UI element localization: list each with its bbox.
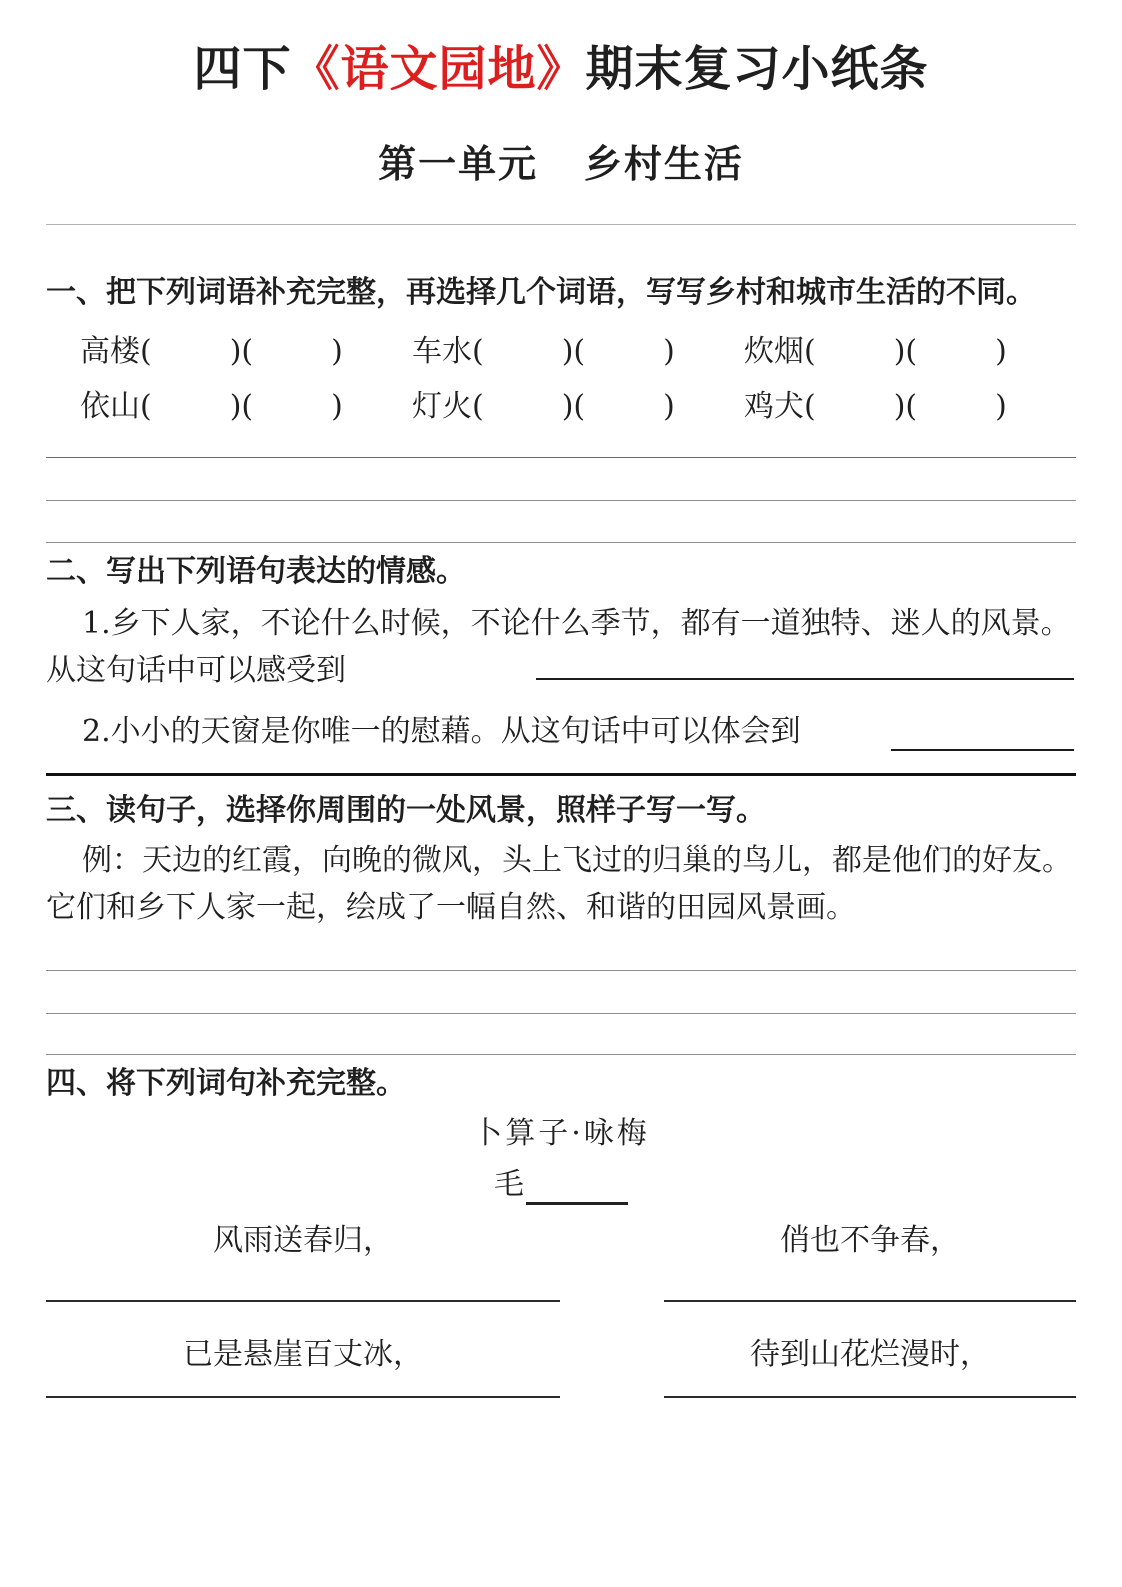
question-item-1	[46, 600, 1076, 694]
poem-line: 俏也不争春，	[780, 1223, 960, 1258]
word-stem: 车水	[412, 334, 472, 369]
question-2-text: 2.小小的天窗是你唯一的慰藉。从这句话中可以体会到	[82, 714, 801, 749]
paren-close: )	[331, 334, 343, 369]
poem-answer-line	[46, 1396, 560, 1398]
section3-heading: 三、读句子，选择你周围的一处风景，照样子写一写。	[46, 793, 766, 828]
word-stem: 高楼	[80, 334, 140, 369]
fill-blank	[585, 351, 663, 352]
paren-mid: )(	[893, 334, 918, 369]
word-fill-cell	[80, 379, 412, 434]
poem-author-prefix: 毛	[494, 1167, 524, 1202]
fill-blank	[253, 351, 331, 352]
question-1-text: 1.乡下人家，不论什么时候，不论什么季节，都有一道独特、迷人的风景。从这句话中可以感受到	[46, 606, 1071, 688]
paren-close: )	[995, 389, 1007, 424]
word-stem: 鸡犬	[744, 389, 804, 424]
paren-close: )	[995, 334, 1007, 369]
word-stem: 依山	[80, 389, 140, 424]
section1-heading: 一、把下列词语补充完整，再选择几个词语，写写乡村和城市生活的不同。	[46, 275, 1036, 310]
fill-blank	[484, 351, 562, 352]
author-blank-underline	[526, 1175, 628, 1205]
fill-blank	[152, 406, 230, 407]
section4-heading: 四、将下列词句补充完整。	[46, 1066, 406, 1101]
word-fill-cell	[80, 324, 412, 379]
fill-blank	[816, 406, 894, 407]
poem-line: 已是悬崖百丈冰，	[183, 1337, 423, 1372]
answer-blank-underline	[536, 678, 1074, 680]
title-suffix: 期末复习小纸条	[585, 41, 929, 97]
title-prefix: 四下	[193, 41, 292, 97]
paren-mid: )(	[229, 334, 254, 369]
poem-answer-line	[46, 1300, 560, 1302]
poem-line: 风雨送春归，	[213, 1223, 393, 1258]
poem-author-line	[46, 1165, 1076, 1205]
paren-open: (	[140, 334, 152, 369]
paren-open: (	[140, 389, 152, 424]
fill-blank	[585, 406, 663, 407]
poem-line: 待到山花烂漫时，	[750, 1337, 990, 1372]
word-fill-cell	[412, 324, 744, 379]
answer-line	[46, 1054, 1076, 1055]
fill-blank	[917, 406, 995, 407]
poem-column-left	[46, 1217, 560, 1398]
header-divider	[46, 224, 1076, 225]
fill-blank	[253, 406, 331, 407]
word-fill-row-1	[46, 324, 1076, 379]
fill-blank	[816, 351, 894, 352]
answer-line-bold	[46, 773, 1076, 776]
word-fill-cell	[412, 379, 744, 434]
paren-mid: )(	[561, 389, 586, 424]
answer-line	[46, 542, 1076, 543]
paren-mid: )(	[893, 389, 918, 424]
page-title	[46, 36, 1076, 102]
answer-line	[46, 1013, 1076, 1014]
paren-close: )	[331, 389, 343, 424]
answer-line	[46, 970, 1076, 971]
paren-open: (	[472, 334, 484, 369]
poem-answer-line	[664, 1300, 1076, 1302]
poem-fill-grid	[46, 1217, 1076, 1398]
section2-heading: 二、写出下列语句表达的情感。	[46, 554, 466, 589]
paren-close: )	[663, 334, 675, 369]
answer-line	[46, 500, 1076, 501]
word-fill-cell	[744, 379, 1076, 434]
poem-answer-line	[664, 1396, 1076, 1398]
word-stem: 灯火	[412, 389, 472, 424]
answer-line	[46, 457, 1076, 458]
paren-open: (	[472, 389, 484, 424]
answer-blank-underline	[891, 749, 1074, 751]
fill-blank	[917, 351, 995, 352]
paren-close: )	[663, 389, 675, 424]
example-paragraph: 例：天边的红霞，向晚的微风，头上飞过的归巢的鸟儿，都是他们的好友。它们和乡下人家一起，绘成了一幅自然、和谐的田园风景画。	[46, 843, 1072, 925]
fill-blank	[152, 351, 230, 352]
word-fill-row-2	[46, 379, 1076, 434]
paren-open: (	[804, 334, 816, 369]
title-highlight: 《语文园地》	[291, 41, 586, 97]
paren-mid: )(	[229, 389, 254, 424]
fill-blank	[484, 406, 562, 407]
poem-column-right	[664, 1217, 1076, 1398]
paren-mid: )(	[561, 334, 586, 369]
unit-subtitle: 第一单元 乡村生活	[378, 141, 744, 186]
word-fill-cell	[744, 324, 1076, 379]
paren-open: (	[804, 389, 816, 424]
poem-title: 卜算子·咏梅	[472, 1116, 650, 1151]
question-item-2	[46, 708, 1076, 755]
word-stem: 炊烟	[744, 334, 804, 369]
